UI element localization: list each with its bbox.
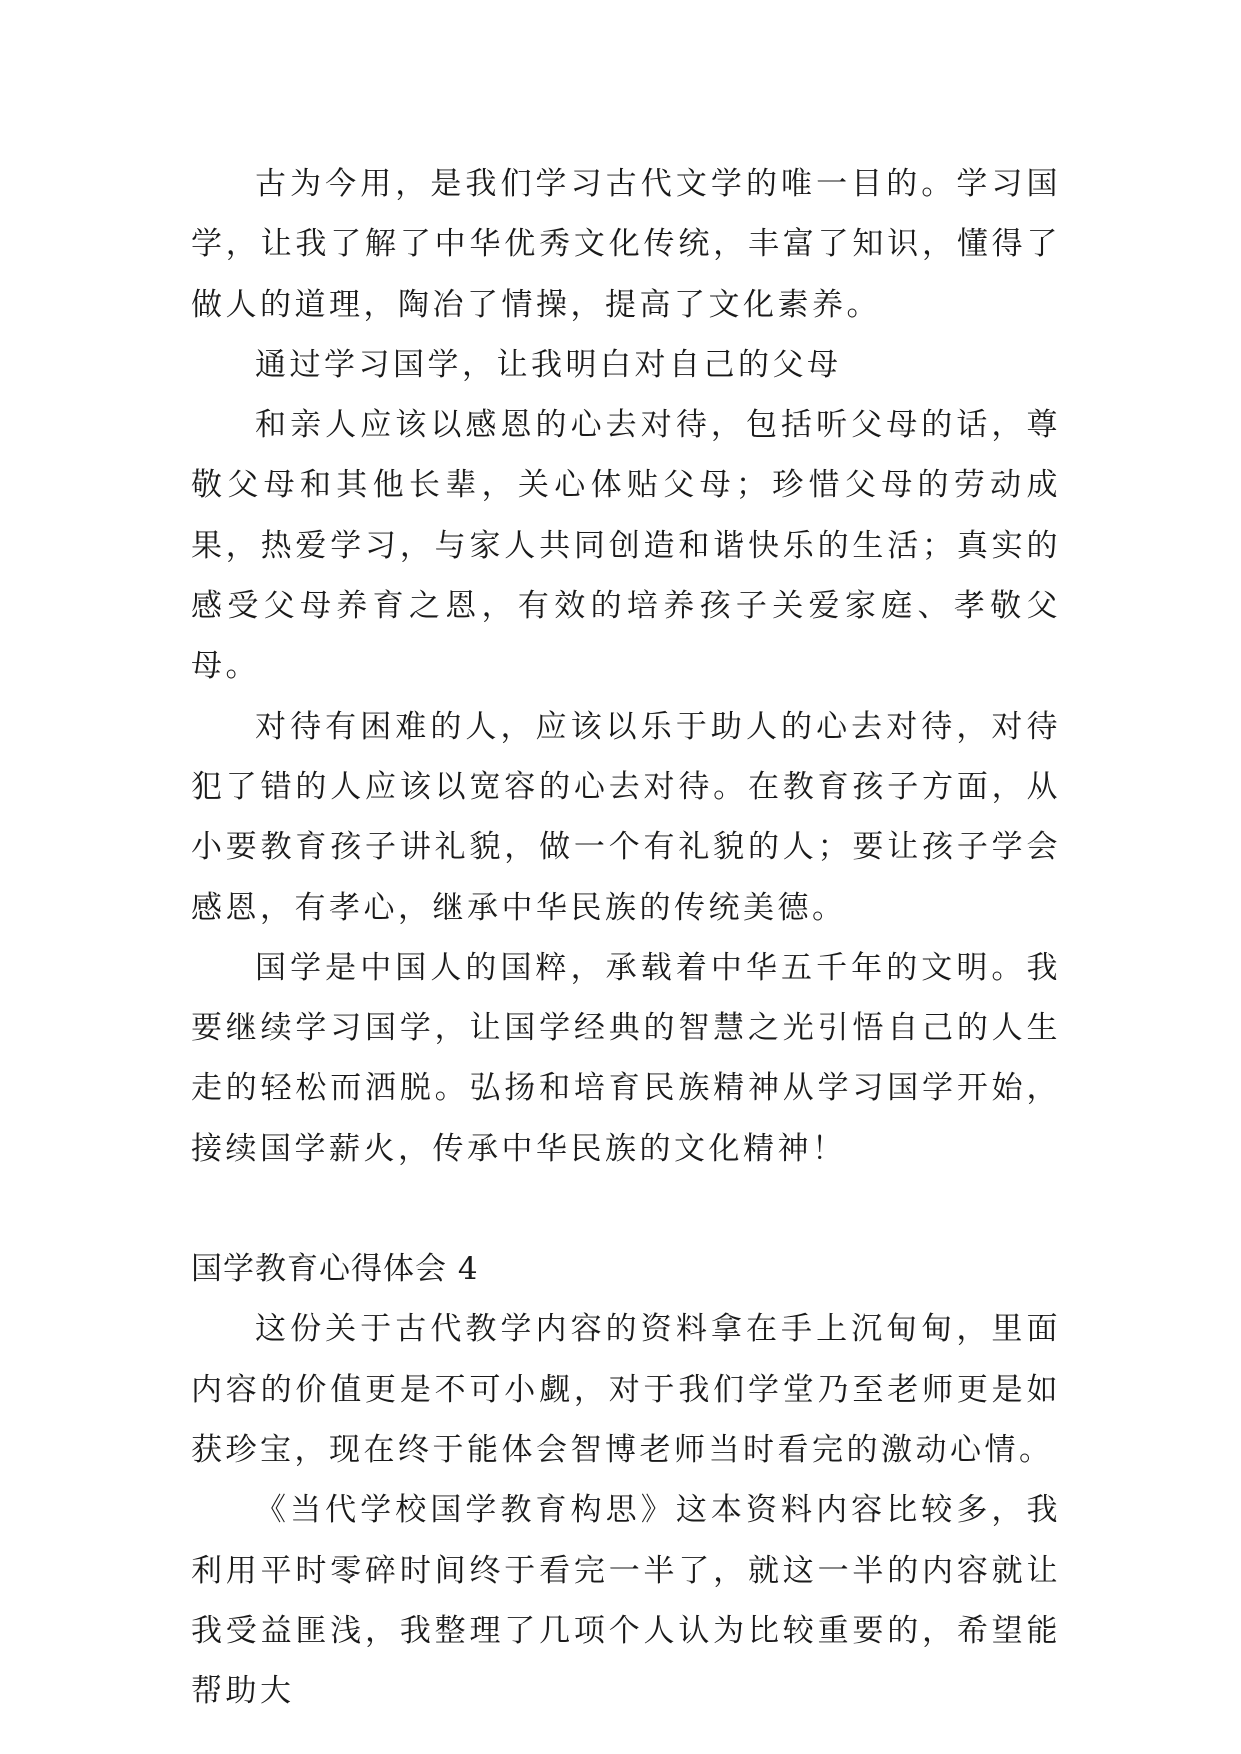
document-body	[191, 154, 1061, 1721]
paragraph: 《当代学校国学教育构思》这本资料内容比较多，我利用平时零碎时间终于看完一半了，就这一半的内容就让我受益匪浅，我整理了几项个人认为比较重要的，希望能帮助大	[191, 1492, 1061, 1710]
paragraph: 和亲人应该以感恩的心去对待，包括听父母的话，尊敬父母和其他长辈，关心体贴父母；珍惜父母的劳动成果，热爱学习，与家人共同创造和谐快乐的生活；真实的感受父母养育之恩，有效的培养孩子关爱家庭、孝敬父母。	[191, 407, 1061, 685]
paragraph: 古为今用，是我们学习古代文学的唯一目的。学习国学，让我了解了中华优秀文化传统，丰富了知识，懂得了做人的道理，陶冶了情操，提高了文化素养。	[191, 166, 1061, 323]
paragraph: 国学是中国人的国粹，承载着中华五千年的文明。我要继续学习国学，让国学经典的智慧之光引悟自己的人生走的轻松而洒脱。弘扬和培育民族精神从学习国学开始，接续国学薪火，传承中华民族的文化精神！	[191, 949, 1061, 1167]
paragraph: 这份关于古代教学内容的资料拿在手上沉甸甸，里面内容的价值更是不可小觑，对于我们学堂乃至老师更是如获珍宝，现在终于能体会智博老师当时看完的激动心情。	[191, 1311, 1061, 1468]
paragraph: 对待有困难的人，应该以乐于助人的心去对待，对待犯了错的人应该以宽容的心去对待。在教育孩子方面，从小要教育孩子讲礼貌，做一个有礼貌的人；要让孩子学会感恩，有孝心，继承中华民族的传统美德。	[191, 708, 1061, 926]
paragraph: 通过学习国学，让我明白对自己的父母	[255, 346, 842, 383]
section-heading: 国学教育心得体会 4	[191, 1251, 479, 1288]
